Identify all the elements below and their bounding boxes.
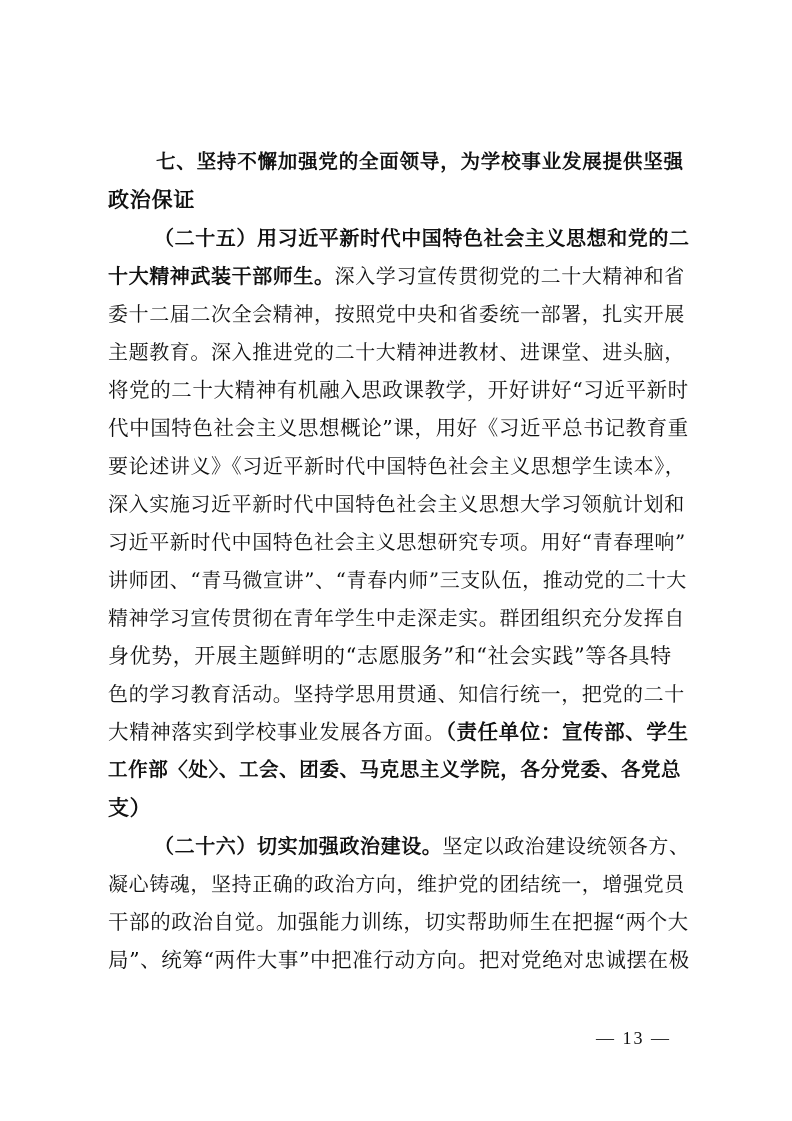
- para25-line-6: 代中国特色社会主义思想概论”课，用好《习近平总书记教育重: [108, 416, 689, 440]
- para25-line-13: 色的学习教育活动。坚持学思用贯通、知信行统一，把党的二十: [108, 682, 685, 706]
- page-number: — 13 —: [596, 1028, 671, 1048]
- para25-line-2: [108, 258, 685, 294]
- para25-line-5: 将党的二十大精神有机融入思政课教学，开好讲好“习近平新时: [108, 378, 689, 402]
- para25-line-9: 习近平新时代中国特色社会主义思想研究专项。用好“青春理响”: [108, 530, 686, 554]
- para26-line-4: 局”、统筹“两件大事”中把准行动方向。把对党绝对忠诚摆在极: [108, 948, 690, 972]
- para25-line-16: 支）: [108, 796, 152, 820]
- para25-line-11: 精神学习宣传贯彻在青年学生中走深走实。群团组织充分发挥自: [108, 606, 685, 630]
- para25-line-7: 要论述讲义》《习近平新时代中国特色社会主义思想学生读本》，: [108, 454, 686, 478]
- para25-title-line-2: 十大精神武装干部师生。: [108, 264, 335, 288]
- para26-line-2: 凝心铸魂，坚持正确的政治方向，维护党的团结统一，增强党员: [108, 872, 685, 896]
- para25-line-15: 工作部〈处〉、工会、团委、马克思主义学院，各分党委、各党总: [108, 758, 682, 781]
- para25-line-12: 身优势，开展主题鲜明的“志愿服务”和“社会实践”等各具特: [108, 644, 672, 668]
- para26-line-3: 干部的政治自觉。加强能力训练，切实帮助师生在把握“两个大: [108, 910, 689, 934]
- para26-body-line-1: 坚定以政治建设统领各方、: [442, 834, 690, 858]
- para25-line-8: 深入实施习近平新时代中国特色社会主义思想大学习领航计划和: [108, 492, 685, 516]
- section-heading-line-2: 政治保证: [108, 188, 196, 212]
- para26-line-1: [154, 828, 690, 864]
- responsibility-units-start: （责任单位：宣传部、学生: [445, 720, 689, 744]
- para25-line-10: 讲师团、“青马微宣讲”、“青春内师”三支队伍，推动党的二十大: [108, 568, 687, 592]
- para26-title: （二十六）切实加强政治建设。: [154, 834, 443, 858]
- para25-body-line-2: 深入学习宣传贯彻党的二十大精神和省: [334, 264, 685, 288]
- para25-line-14-text: 大精神落实到学校事业发展各方面。: [108, 720, 446, 744]
- para25-line-3: 委十二届二次全会精神，按照党中央和省委统一部署，扎实开展: [108, 302, 685, 326]
- section-heading-line-1: 七、坚持不懈加强党的全面领导，为学校事业发展提供坚强: [156, 150, 684, 173]
- para25-title-line-1: （二十五）用习近平新时代中国特色社会主义思想和党的二: [154, 226, 690, 250]
- para25-line-4: 主题教育。深入推进党的二十大精神进教材、进课堂、进头脑，: [108, 340, 685, 364]
- para25-line-14: [108, 714, 689, 750]
